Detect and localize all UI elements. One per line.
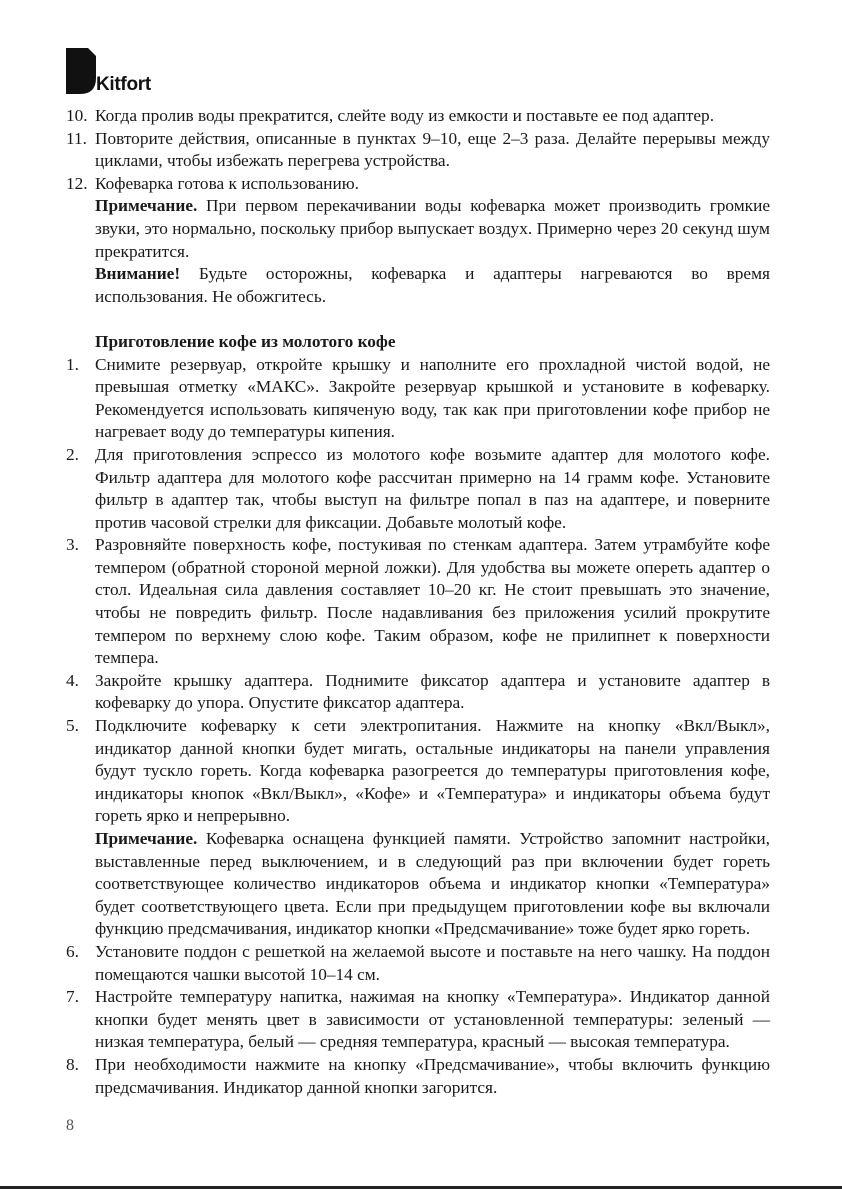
- list-item: [66, 128, 770, 173]
- item-text: Установите поддон с решеткой на желаемой высоте и поставьте на него чашку. На поддон помещаются чашки высотой 10–14 см.: [95, 941, 770, 984]
- list-item: [66, 444, 770, 534]
- list-item: [66, 715, 770, 828]
- item-number: 4.: [66, 670, 79, 690]
- item-text: Кофеварка готова к использованию.: [95, 173, 359, 193]
- item-number: 2.: [66, 444, 79, 464]
- item-text: Для приготовления эспрессо из молотого кофе возьмите адаптер для молотого кофе. Фильтр адаптера для молотого кофе рассчитан примерно на 14 грамм кофе. Установите фильтр в адаптер так, чтобы выступ на фильтре попал в паз на адаптере, и поверните против часовой стрелки для фиксации. Добавьте молотый кофе.: [95, 444, 770, 532]
- item-number: 7.: [66, 987, 79, 1007]
- list-item: [66, 173, 770, 196]
- item-number: 5.: [66, 716, 79, 736]
- list-item: [66, 1054, 770, 1099]
- item-text: Снимите резервуар, откройте крышку и наполните его прохладной чистой водой, не превышая отметку «МАКС». Закройте резервуар крышкой и установите в кофеварку. Рекомендуется использовать кипяченую воду, так как при приготовлении кофе прибор не нагревает воду до температуры кипения.: [95, 354, 770, 442]
- page-content: [66, 105, 770, 1099]
- list-item: [66, 670, 770, 715]
- steps-list-b: [66, 941, 770, 1099]
- item-number: 1.: [66, 354, 79, 374]
- item-text: Закройте крышку адаптера. Поднимите фиксатор адаптера и установите адаптер в кофеварку до упора. Опустите фиксатор адаптера.: [95, 670, 770, 713]
- items-top-list: [66, 105, 770, 195]
- kitfort-logo-icon: [66, 48, 96, 94]
- brand-logo: [66, 48, 186, 96]
- item-number: 12.: [66, 173, 88, 193]
- item-text: При необходимости нажмите на кнопку «Предсмачивание», чтобы включить функцию предсмачивания. Индикатор данной кнопки загорится.: [95, 1054, 770, 1097]
- list-item: [66, 941, 770, 986]
- item-number: 8.: [66, 1054, 79, 1074]
- warning-label: Внимание!: [95, 264, 181, 284]
- note-label: Примечание.: [95, 196, 198, 216]
- note-text: При первом перекачивании воды кофеварка может производить громкие звуки, это нормально, поскольку прибор выпускает воздух. Примерно через 20 секунд шум прекратится.: [95, 196, 770, 261]
- item-text: Когда пролив воды прекратится, слейте воду из емкости и поставьте ее под адаптер.: [95, 106, 715, 125]
- item-number: 10.: [66, 106, 88, 125]
- page-number: 8: [66, 1117, 74, 1134]
- brand-name: Kitfort: [96, 74, 151, 95]
- item-text: Повторите действия, описанные в пунктах 9–10, еще 2–3 раза. Делайте перерывы между циклами, чтобы избежать перегрева устройства.: [95, 128, 770, 171]
- list-item: [66, 534, 770, 670]
- item-text: Настройте температуру напитка, нажимая на кнопку «Температура». Индикатор данной кнопки будет менять цвет в зависимости от установленной температуры: зеленый — низкая температура, белый — средняя температура, красный — высокая температура.: [95, 987, 770, 1052]
- list-item: [66, 105, 770, 128]
- warning-text: Будьте осторожны, кофеварка и адаптеры нагреваются во время использования. Не обожгитесь.: [95, 264, 770, 306]
- note-first-pumping: [95, 195, 770, 263]
- steps-list-a: [66, 354, 770, 828]
- note-memory: [95, 828, 770, 941]
- item-text: Разровняйте поверхность кофе, постукивая по стенкам адаптера. Затем утрамбуйте кофе темпером (обратной стороной мерной ложки). Для удобства вы можете опереть адаптер о стол. Идеальная сила давления составляет 10–20 кг. Не стоит превышать это значение, чтобы не повредить фильтр. После надавливания без приложения усилий прокрутите темпером по верхнему слою кофе. Таким образом, кофе не прилипнет к поверхности темпера.: [95, 535, 770, 668]
- list-item: [66, 354, 770, 444]
- list-item: [66, 986, 770, 1054]
- note-text: Кофеварка оснащена функцией памяти. Устройство запомнит настройки, выставленные перед выключением, и в следующий раз при включении будет гореть соответствующее количество индикаторов объема и индикатор кнопки «Температура» будет соответствующего цвета. Если при предыдущем приготовлении кофе вы включали функцию предсмачивания, индикатор кнопки «Предсмачивание» тоже будет ярко гореть.: [95, 829, 770, 939]
- section-title: Приготовление кофе из молотого кофе: [95, 331, 396, 351]
- item-text: Подключите кофеварку к сети электропитания. Нажмите на кнопку «Вкл/Выкл», индикатор данной кнопки будет мигать, остальные индикаторы на панели управления будут тускло гореть. Когда кофеварка разогреется до температуры приготовления кофе, индикаторы кнопок «Вкл/Выкл», «Кофе» и «Температура» и индикаторы объема будут гореть ярко и непрерывно.: [95, 716, 770, 826]
- warning-hot: [95, 263, 770, 308]
- note-label: Примечание.: [95, 829, 198, 848]
- item-number: 3.: [66, 535, 79, 555]
- item-number: 11.: [66, 128, 87, 148]
- item-number: 6.: [66, 941, 79, 961]
